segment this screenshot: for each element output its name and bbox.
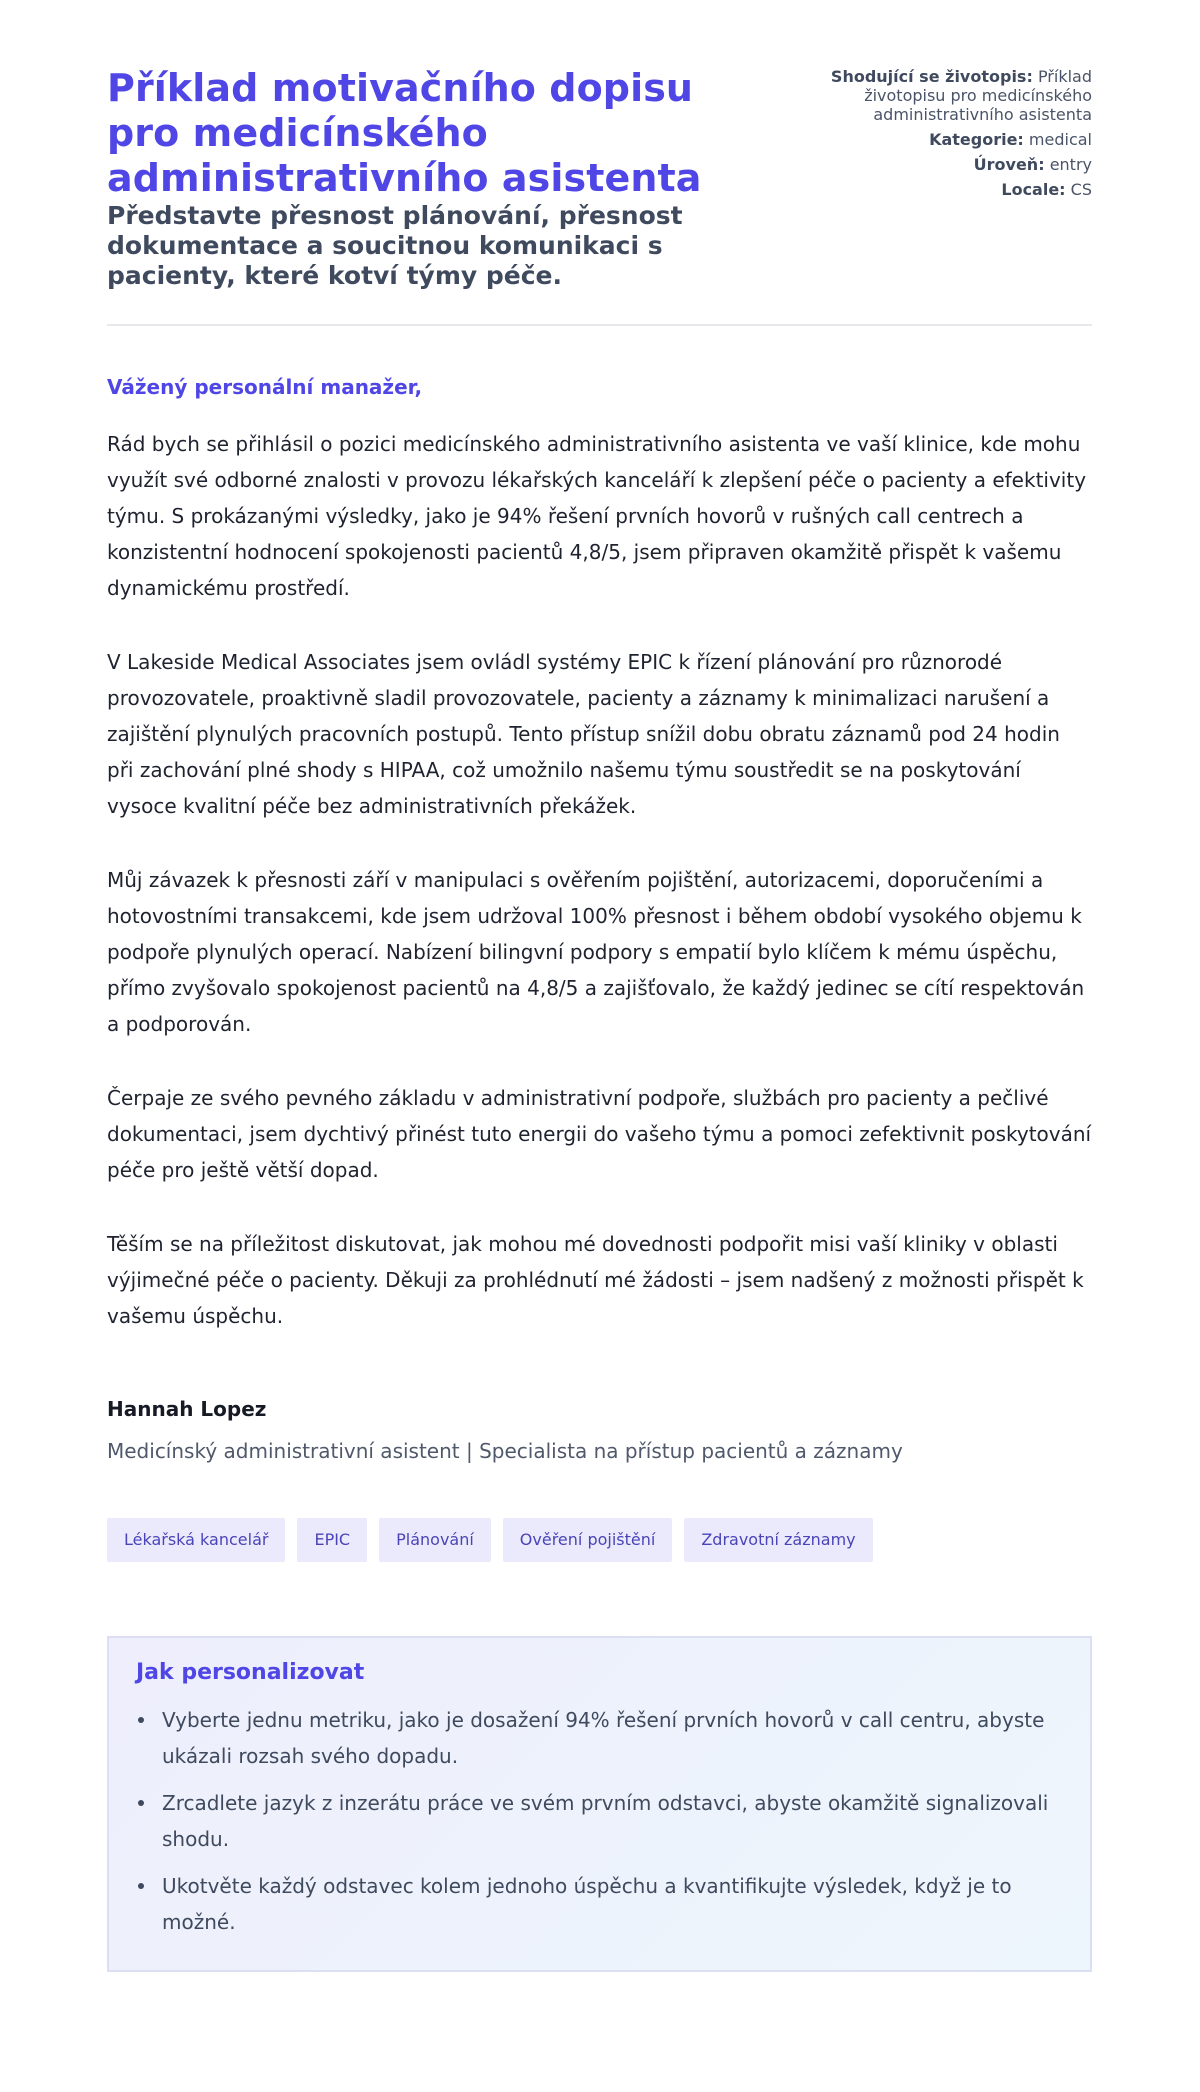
meta-value: entry — [1049, 155, 1092, 174]
meta-value-resume-link[interactable]: Příklad životopisu pro medicínského administrativního asistenta — [864, 67, 1092, 124]
tip-item — [136, 1868, 1063, 1940]
meta-label: Kategorie: — [929, 130, 1024, 149]
meta-value: CS — [1070, 180, 1092, 199]
meta-label: Úroveň: — [973, 155, 1045, 174]
meta-level — [792, 155, 1092, 174]
tag-scheduling: Plánování — [379, 1518, 491, 1562]
skill-tags — [107, 1518, 1092, 1562]
signature-role: Medicínský administrativní asistent | Specialista na přístup pacientů a záznamy — [107, 1439, 903, 1463]
tip-item — [136, 1785, 1063, 1857]
signature-block — [107, 1396, 1092, 1464]
tips-list — [136, 1702, 1063, 1940]
letter-paragraph: Čerpaje ze svého pevného základu v administrativní podpoře, službách pro pacienty a pečlivé dokumentaci, jsem dychtivý přinést tuto energii do vašeho týmu a pomoci zefektivnit poskytování péče pro ještě větší dopad. — [107, 1086, 1092, 1182]
letter-greeting: Vážený personální manažer, — [107, 375, 423, 399]
page-header — [107, 66, 1092, 326]
meta-label: Locale: — [1001, 180, 1066, 199]
page-title: Příklad motivačního dopisu pro medicínského administrativního asistenta — [107, 66, 702, 200]
tip-text: Ukotvěte každý odstavec kolem jednoho úspěchu a kvantifikujte výsledek, když je to možné. — [162, 1874, 1012, 1934]
signature-name: Hannah Lopez — [107, 1397, 267, 1421]
header-titles — [107, 66, 747, 291]
tips-title: Jak personalizovat — [136, 1660, 365, 1685]
bullet-icon — [138, 1883, 144, 1889]
letter-paragraph: Rád bych se přihlásil o pozici medicínského administrativního asistenta ve vaší klinice, kde mohu využít své odborné znalosti v provozu lékařských kanceláří k zlepšení péče o pacienty a efektivity týmu. S prokázanými výsledky, jako je 94% řešení prvních hovorů v rušných call centrech a konzistentní hodnocení spokojenosti pacientů 4,8/5, jsem připraven okamžitě přispět k vašemu dynamickému prostředí. — [107, 432, 1087, 600]
letter-paragraph: Můj závazek k přesnosti září v manipulaci s ověřením pojištění, autorizacemi, doporučeními a hotovostními transakcemi, kde jsem udržoval 100% přesnost i během období vysokého objemu k podpoře plynulých operací. Nabízení bilingvní podpory s empatií bylo klíčem k mému úspěchu, přímo zvyšovalo spokojenost pacientů na 4,8/5 a zajišťovalo, že každý jedinec se cítí respektován a podporován. — [107, 868, 1085, 1036]
bullet-icon — [138, 1800, 144, 1806]
tip-text: Vyberte jednu metriku, jako je dosažení 94% řešení prvních hovorů v call centru, abyste ukázali rozsah svého dopadu. — [162, 1708, 1045, 1768]
meta-label: Shodující se životopis: — [830, 67, 1033, 86]
meta-panel — [792, 66, 1092, 205]
tag-health-records: Zdravotní záznamy — [684, 1518, 872, 1562]
page-subtitle: Představte přesnost plánování, přesnost dokumentace a soucitnou komunikaci s pacienty, které kotví týmy péče. — [107, 201, 683, 290]
meta-matching-resume — [792, 67, 1092, 124]
letter-body — [107, 326, 1092, 1972]
tag-medical-office: Lékařská kancelář — [107, 1518, 285, 1562]
personalize-tips-box — [107, 1636, 1092, 1972]
tag-epic: EPIC — [297, 1518, 367, 1562]
meta-category — [792, 130, 1092, 149]
bullet-icon — [138, 1717, 144, 1723]
tip-text: Zrcadlete jazyk z inzerátu práce ve svém prvním odstavci, abyste okamžitě signalizovali shodu. — [162, 1791, 1049, 1851]
tag-insurance-verification: Ověření pojištění — [503, 1518, 673, 1562]
tip-item — [136, 1702, 1063, 1774]
meta-value: medical — [1028, 130, 1092, 149]
meta-locale — [792, 180, 1092, 199]
letter-paragraph: Těším se na příležitost diskutovat, jak mohou mé dovednosti podpořit misi vaší kliniky v oblasti výjimečné péče o pacienty. Děkuji za prohlédnutí mé žádosti – jsem nadšený z možnosti přispět k vašemu úspěchu. — [107, 1232, 1084, 1328]
letter-paragraph: V Lakeside Medical Associates jsem ovládl systémy EPIC k řízení plánování pro různorodé provozovatele, proaktivně sladil provozovatele, pacienty a záznamy k minimalizaci narušení a zajištění plynulých pracovních postupů. Tento přístup snížil dobu obratu záznamů pod 24 hodin při zachování plné shody s HIPAA, což umožnilo našemu týmu soustředit se na poskytování vysoce kvalitní péče bez administrativních překážek. — [107, 650, 1060, 818]
